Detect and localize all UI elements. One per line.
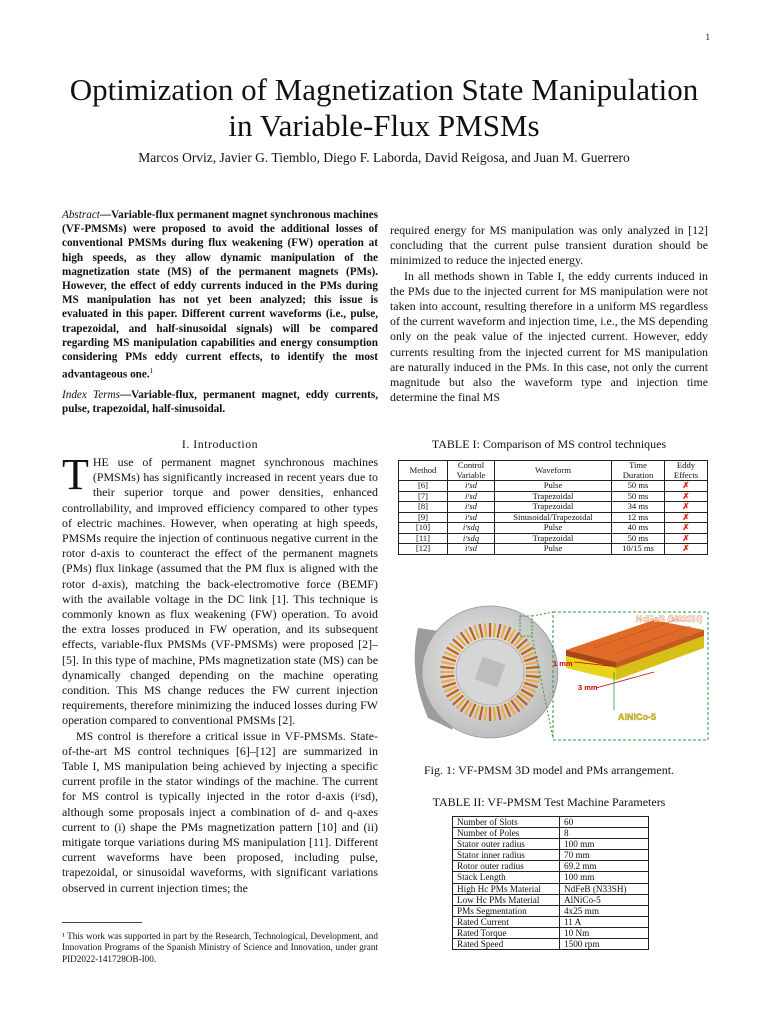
table2-cell: NdFeB (N33SH): [560, 883, 649, 894]
title-line-1: Optimization of Magnetization State Manipulation: [69, 72, 699, 107]
table1-cell: [7]: [399, 491, 448, 502]
table1-header: Waveform: [495, 461, 612, 481]
table2-row: [453, 939, 649, 950]
table1-cell: [12]: [399, 544, 448, 555]
table1-header-row: [399, 461, 708, 481]
table2-cell: Stator outer radius: [453, 839, 560, 850]
drop-cap: T: [62, 450, 89, 499]
table1-cell: 34 ms: [612, 502, 665, 513]
abstract-text: —Variable-flux permanent magnet synchronous machines (VF-PMSMs) were proposed to avoid the additional losses of conventional PMSMs during flux weakening (FW) operation at high speeds, as they allow dynamic manipulation of the magnetization state (MS) of the permanent magnets (PMs). However, the effect of eddy currents induced in the PMs during MS manipulation has not yet been analyzed; this issue is evaluated in this paper. Different current waveforms (i.e., pulse, trapezoidal, and half-sinusoidal signals) will be compared regarding MS manipulation capabilities and energy consumption considering PMs eddy current effects, to identify the most advantageous one.: [62, 209, 378, 381]
table1-cell: 50 ms: [612, 481, 665, 492]
table1-row: [399, 533, 708, 544]
table1-cell: iʳsdq: [448, 533, 495, 544]
table2: [452, 816, 649, 950]
stator-slot: [485, 623, 486, 637]
right-paragraph-2: In all methods shown in Table I, the eddy currents induced in the PMs due to the injected current for MS manipulation were not taken into account, resulting therefore in a uniform MS regardless of the current waveform and injection time, i.e., the MS depending only on the peak value of the injected current. However, eddy currents resulting from the injected current for MS manipulation are naturally induced in the PMs. In this case, not only the current magnitude but also the waveform type and injection time determine the final MS: [390, 268, 708, 405]
table1-cell: Pulse: [495, 481, 612, 492]
intro-paragraph-1-text: HE use of permanent magnet synchronous machines (PMSMs) has significantly increased in recent years due to their superior torque and power densities, enhanced controllability, and improved efficiency compared to other types of electric machines. However, when operating at high speeds, PMSMs require the injection of continuous negative current in the rotor d-axis to counteract the effect of the permanent magnets (PMs) flux linkage (assumed that the PM flux is aligned with the rotor d-axis), matching the back-electromotive force (BEMF) with the available voltage in the DC link [1]. This technique is commonly known as flux weakening (FW) operation. To avoid the extra losses produced in FW operation, and its subsequent effects, variable-flux PMSMs (VF-PMSMs) were proposed [2]–[5]. In this type of machine, PMs magnetization state (MS) can be dynamically changed depending on the machine operating condition. This MS change reduces the FW current injection requirements, therefore minimizing the induced losses during FW operation compared to conventional PMSMs [2].: [62, 455, 378, 728]
footnote-rule: [62, 922, 142, 923]
table2-row: [453, 850, 649, 861]
table1-cell: [10]: [399, 523, 448, 534]
table1-cell: Trapezoidal: [495, 491, 612, 502]
page-number: 1: [705, 32, 710, 42]
pm-arrangement: [566, 618, 704, 680]
table2-cell: Rated Speed: [453, 939, 560, 950]
stator-slot: [485, 707, 486, 721]
table1-cell: ✗: [665, 523, 708, 534]
table2-cell: Stack Length: [453, 872, 560, 883]
table1-caption: TABLE I: Comparison of MS control techniques: [431, 437, 667, 451]
table2-body: [453, 817, 649, 950]
table1-row: [399, 544, 708, 555]
table2-cell: 60: [560, 817, 649, 828]
index-terms-label: Index Terms: [62, 389, 120, 401]
table1-row: [399, 512, 708, 523]
paper-title: [0, 72, 768, 144]
table2-row: [453, 839, 649, 850]
table1-cell: ✗: [665, 481, 708, 492]
table1-header: Eddy Effects: [665, 461, 708, 481]
table2-row: [453, 916, 649, 927]
table2-cell: 70 mm: [560, 850, 649, 861]
intro-paragraph-2: MS control is therefore a critical issue in VF-PMSMs. State-of-the-art MS control techniques [6]–[12] are summarized in Table I, MS manipulation being achieved by injecting a specific current profile in the stator windings of the machine. The current for MS control is typically injected in the rotor d-axis (iʳsd), although some proposals inject a combination of d- and q-axes current to (i) shape the PMs magnetization pattern [10] and (ii) mitigate torque variations during MS manipulation [11]. Different current waveforms have been proposed, including pulse, trapezoidal, or sinusoidal waveforms, with significant variations observed in current injection times; the: [62, 728, 378, 895]
stator-slot: [526, 676, 540, 677]
table1-header: Control Variable: [448, 461, 495, 481]
intro-paragraph-1: [62, 450, 378, 729]
table2-cell: Rotor outer radius: [453, 861, 560, 872]
table1-cell: Sinusoidal/Trapezoidal: [495, 512, 612, 523]
table1-cell: iʳsd: [448, 481, 495, 492]
table1-cell: [11]: [399, 533, 448, 544]
table2-row: [453, 883, 649, 894]
table1-cell: Pulse: [495, 523, 612, 534]
table2-cell: 10 Nm: [560, 927, 649, 938]
table2-cell: Number of Slots: [453, 817, 560, 828]
table2-cell: 100 mm: [560, 839, 649, 850]
table2-cell: Stator inner radius: [453, 850, 560, 861]
table1-row: [399, 502, 708, 513]
table2-cell: 1500 rpm: [560, 939, 649, 950]
abstract-label: Abstract: [62, 209, 100, 221]
table2-cell: 4x25 mm: [560, 905, 649, 916]
table1-cell: iʳsdq: [448, 523, 495, 534]
table1-cell: iʳsd: [448, 512, 495, 523]
table2-cell: AlNiCo-5: [560, 894, 649, 905]
abstract: [62, 208, 378, 382]
table1-cell: 50 ms: [612, 533, 665, 544]
footnote: ¹ This work was supported in part by the Research, Technological, Development, and Innovation Programs of the Spanish Ministry of Science and Innovation, under grant PID2022-141728OB-I00.: [62, 931, 378, 964]
figure1-caption: Fig. 1: VF-PMSM 3D model and PMs arrangement.: [423, 763, 675, 777]
table1-cell: 50 ms: [612, 491, 665, 502]
table2-cell: 8: [560, 828, 649, 839]
table1-row: [399, 491, 708, 502]
table2-row: [453, 861, 649, 872]
table1-row: [399, 481, 708, 492]
label-1mm: 1 mm: [553, 659, 573, 668]
right-paragraph-1: required energy for MS manipulation was only analyzed in [12] concluding that the current pulse transient duration should be minimized to reduce the injected energy.: [390, 223, 708, 268]
stator-slot: [526, 667, 540, 668]
table2-row: [453, 927, 649, 938]
table2-row: [453, 894, 649, 905]
authors: Marcos Orviz, Javier G. Tiemblo, Diego F. Laborda, David Reigosa, and Juan M. Guerrero: [138, 150, 630, 165]
stator-slot: [440, 667, 454, 668]
zoom-line-top: [532, 612, 553, 616]
stator-slot: [494, 707, 495, 721]
table1: [398, 460, 708, 555]
label-3mm: 3 mm: [578, 683, 598, 692]
table1-cell: Pulse: [495, 544, 612, 555]
table2-row: [453, 872, 649, 883]
table1-cell: [6]: [399, 481, 448, 492]
table1-cell: ✗: [665, 491, 708, 502]
table1-cell: Trapezoidal: [495, 502, 612, 513]
title-line-2: in Variable-Flux PMSMs: [228, 108, 540, 143]
section-heading: I. Introduction: [181, 437, 259, 451]
figure1: [398, 598, 710, 746]
index-terms: [62, 388, 378, 416]
table2-row: [453, 817, 649, 828]
table2-cell: Number of Poles: [453, 828, 560, 839]
table2-cell: High Hc PMs Material: [453, 883, 560, 894]
table1-cell: [8]: [399, 502, 448, 513]
stator-slot: [494, 623, 495, 637]
table1-cell: iʳsd: [448, 502, 495, 513]
table1-header: Method: [399, 461, 448, 481]
table1-cell: ✗: [665, 544, 708, 555]
abstract-footmark: 1: [149, 367, 154, 376]
table1-cell: [9]: [399, 512, 448, 523]
table1-cell: 10/15 ms: [612, 544, 665, 555]
index-terms-text: —Variable-flux, permanent magnet, eddy currents, pulse, trapezoidal, half-sinusoidal.: [62, 389, 378, 416]
table2-cell: Rated Current: [453, 916, 560, 927]
table1-cell: 12 ms: [612, 512, 665, 523]
motor-model: [415, 606, 558, 738]
table1-body: [399, 481, 708, 555]
intro-body: [62, 450, 378, 896]
table1-row: [399, 523, 708, 534]
table2-row: [453, 828, 649, 839]
table1-cell: iʳsd: [448, 491, 495, 502]
table2-cell: 100 mm: [560, 872, 649, 883]
label-alnico: AlNiCo-5: [618, 712, 656, 722]
table1-cell: iʳsd: [448, 544, 495, 555]
table2-cell: Low Hc PMs Material: [453, 894, 560, 905]
label-ndfeb: NdFeB (N33SH): [636, 614, 703, 624]
table1-cell: Trapezoidal: [495, 533, 612, 544]
table2-cell: 11 A: [560, 916, 649, 927]
table2-cell: 69.2 mm: [560, 861, 649, 872]
table1-cell: ✗: [665, 502, 708, 513]
table1-cell: ✗: [665, 512, 708, 523]
table1-cell: ✗: [665, 533, 708, 544]
right-column-body: [390, 223, 708, 405]
table2-caption: TABLE II: VF-PMSM Test Machine Parameters: [432, 795, 666, 809]
table2-cell: Rated Torque: [453, 927, 560, 938]
table2-cell: PMs Segmentation: [453, 905, 560, 916]
table2-row: [453, 905, 649, 916]
table1-header: Time Duration: [612, 461, 665, 481]
stator-slot: [440, 676, 454, 677]
table1-cell: 40 ms: [612, 523, 665, 534]
